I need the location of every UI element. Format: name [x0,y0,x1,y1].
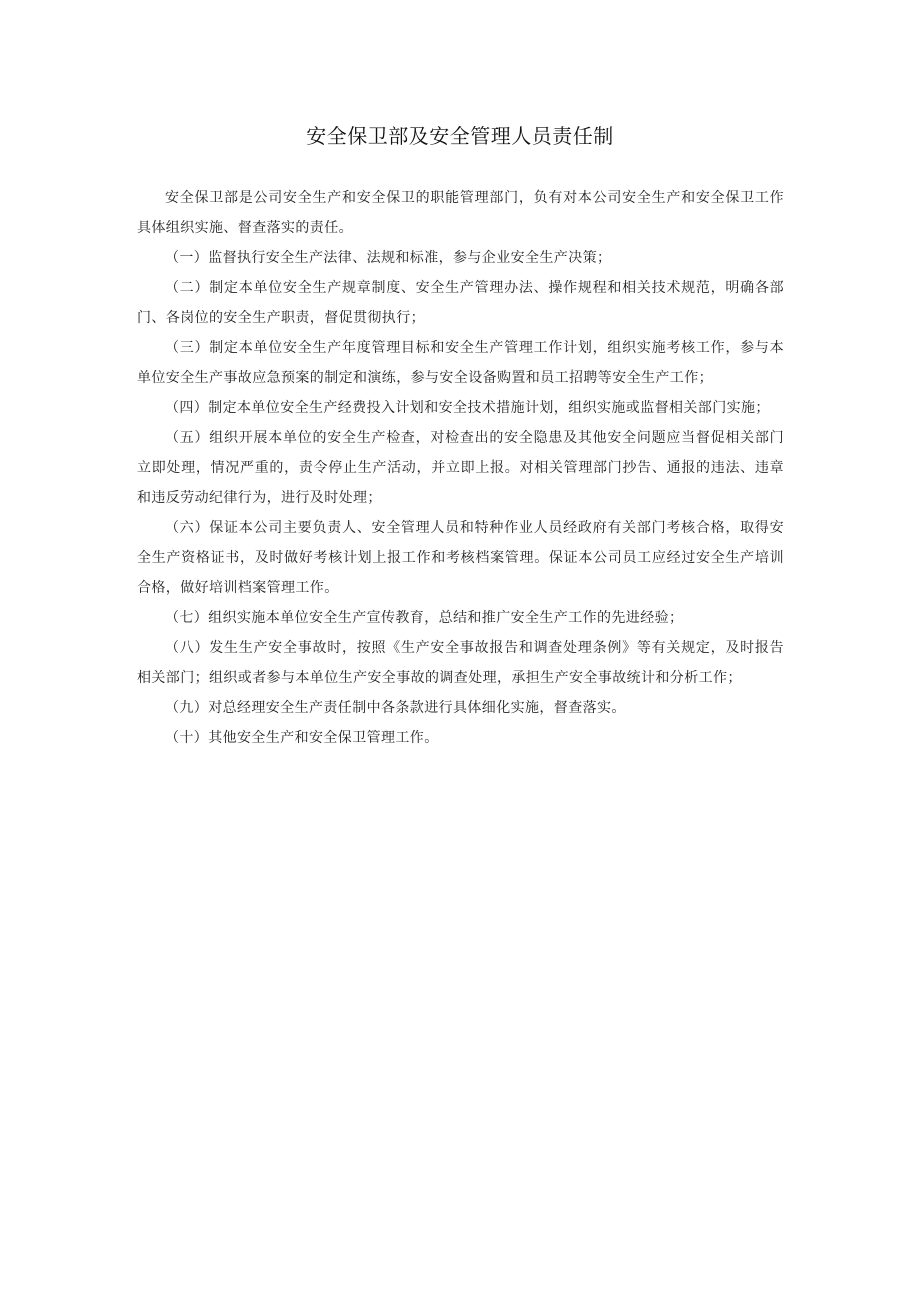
intro-paragraph: 安全保卫部是公司安全生产和安全保卫的职能管理部门，负有对本公司安全生产和安全保卫工作具体组织实施、督查落实的责任。 [137,190,784,236]
duty-item-7: （七）组织实施本单位安全生产宣传教育，总结和推广安全生产工作的先进经验； [165,610,684,626]
duty-item-10: （十）其他安全生产和安全保卫管理工作。 [165,730,439,746]
document-title: 安全保卫部及安全管理人员责任制 [306,124,614,148]
duty-item-9: （九）对总经理安全生产责任制中各条款进行具体细化实施，督查落实。 [165,700,626,716]
duty-item-3: （三）制定本单位安全生产年度管理目标和安全生产管理工作计划，组织实施考核工作，参与本单位安全生产事故应急预案的制定和演练，参与安全设备购置和员工招聘等安全生产工作； [137,340,784,386]
document-body [137,183,784,753]
duty-item-8: （八）发生生产安全事故时，按照《生产安全事故报告和调查处理条例》等有关规定，及时报告相关部门；组织或者参与本单位生产安全事故的调查处理，承担生产安全事故统计和分析工作； [137,640,784,686]
duty-item-5: （五）组织开展本单位的安全生产检查，对检查出的安全隐患及其他安全问题应当督促相关部门立即处理，情况严重的，责令停止生产活动，并立即上报。对相关管理部门抄告、通报的违法、违章和违反劳动纪律行为，进行及时处理； [137,430,784,506]
duty-item-1: （一）监督执行安全生产法律、法规和标准，参与企业安全生产决策； [165,250,612,266]
duty-item-6: （六）保证本公司主要负责人、安全管理人员和特种作业人员经政府有关部门考核合格，取得安全生产资格证书，及时做好考核计划上报工作和考核档案管理。保证本公司员工应经过安全生产培训合格，做好培训档案管理工作。 [137,520,784,596]
duty-item-4: （四）制定本单位安全生产经费投入计划和安全技术措施计划，组织实施或监督相关部门实施； [165,400,770,416]
duty-item-2: （二）制定本单位安全生产规章制度、安全生产管理办法、操作规程和相关技术规范，明确各部门、各岗位的安全生产职责，督促贯彻执行； [137,280,784,326]
